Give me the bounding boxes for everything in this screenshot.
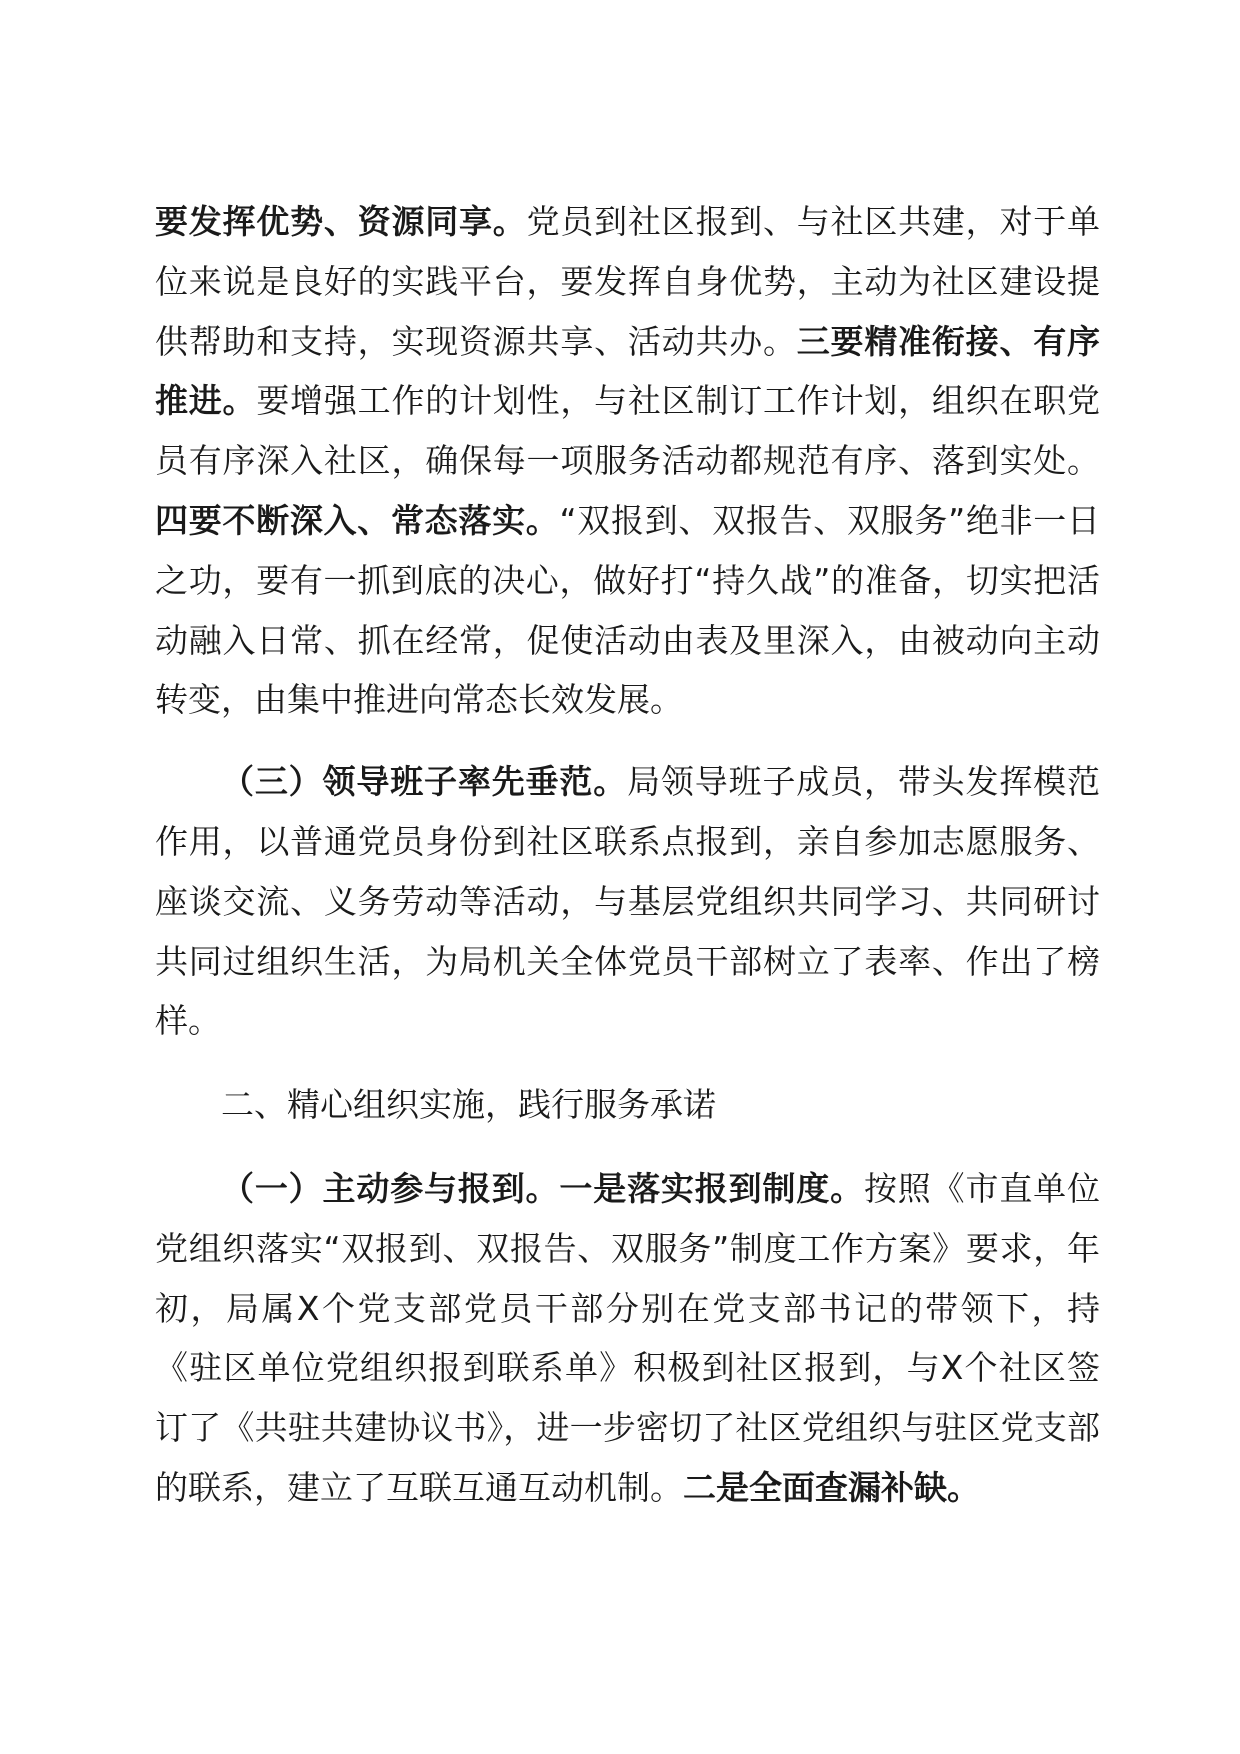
paragraph-gap [155,730,1100,752]
paragraph-text: 按照《市直单位党组织落实“双报到、双报告、双服务”制度工作方案》要求，年初，局属X个党支部党员干部分别在党支部书记的带领下，持《驻区单位党组织报到联系单》积极到社区报到，与X个社区签订了《共驻共建协议书》，进一步密切了社区党组织与驻区党支部的联系，建立了互联互通互动机制。 [155,1168,1101,1507]
bold-phrase: 要发挥优势、资源同享。 [155,202,527,241]
body-paragraph [155,192,1100,730]
paragraph-text: 党员到社区报到、与社区共建，对于单位来说是良好的实践平台，要发挥自身优势，主动为社区建设提供帮助和支持，实现资源共享、活动共办。 [155,202,1101,361]
bold-phrase: 一是落实报到制度。 [559,1168,864,1208]
paragraph-text: 要增强工作的计划性，与社区制订工作计划，组织在职党员有序深入社区，确保每一项服务活动都规范有序、落到实处。 [155,381,1101,481]
paragraph-gap [155,1051,1100,1075]
paragraph-gap [155,1135,1100,1159]
document-page [155,192,1100,1518]
bold-phrase: 四要不断深入、常态落实。 [155,500,560,540]
section-heading: 二、精心组织实施，践行服务承诺 [221,1085,716,1125]
body-paragraph [155,752,1100,1051]
subsection-heading: （一）主动参与报到。 [221,1168,560,1208]
bold-phrase: 二是全面查漏补缺。 [683,1467,980,1507]
bold-phrase: 三要精准衔接、有序推进。 [155,321,1101,421]
body-paragraph [155,1159,1100,1518]
paragraph-text: “双报到、双报告、双服务”绝非一日之功，要有一抓到底的决心，做好打“持久战”的准备，切实把活动融入日常、抓在经常，促使活动由表及里深入，由被动向主动转变，由集中推进向常态长效发展。 [155,500,1100,720]
subsection-heading: （三）领导班子率先垂范。 [221,762,628,802]
paragraph-text: 局领导班子成员，带头发挥模范作用，以普通党员身份到社区联系点报到，亲自参加志愿服务、座谈交流、义务劳动等活动，与基层党组织共同学习、共同研讨共同过组织生活，为局机关全体党员干部树立了表率、作出了榜样。 [155,762,1101,1041]
